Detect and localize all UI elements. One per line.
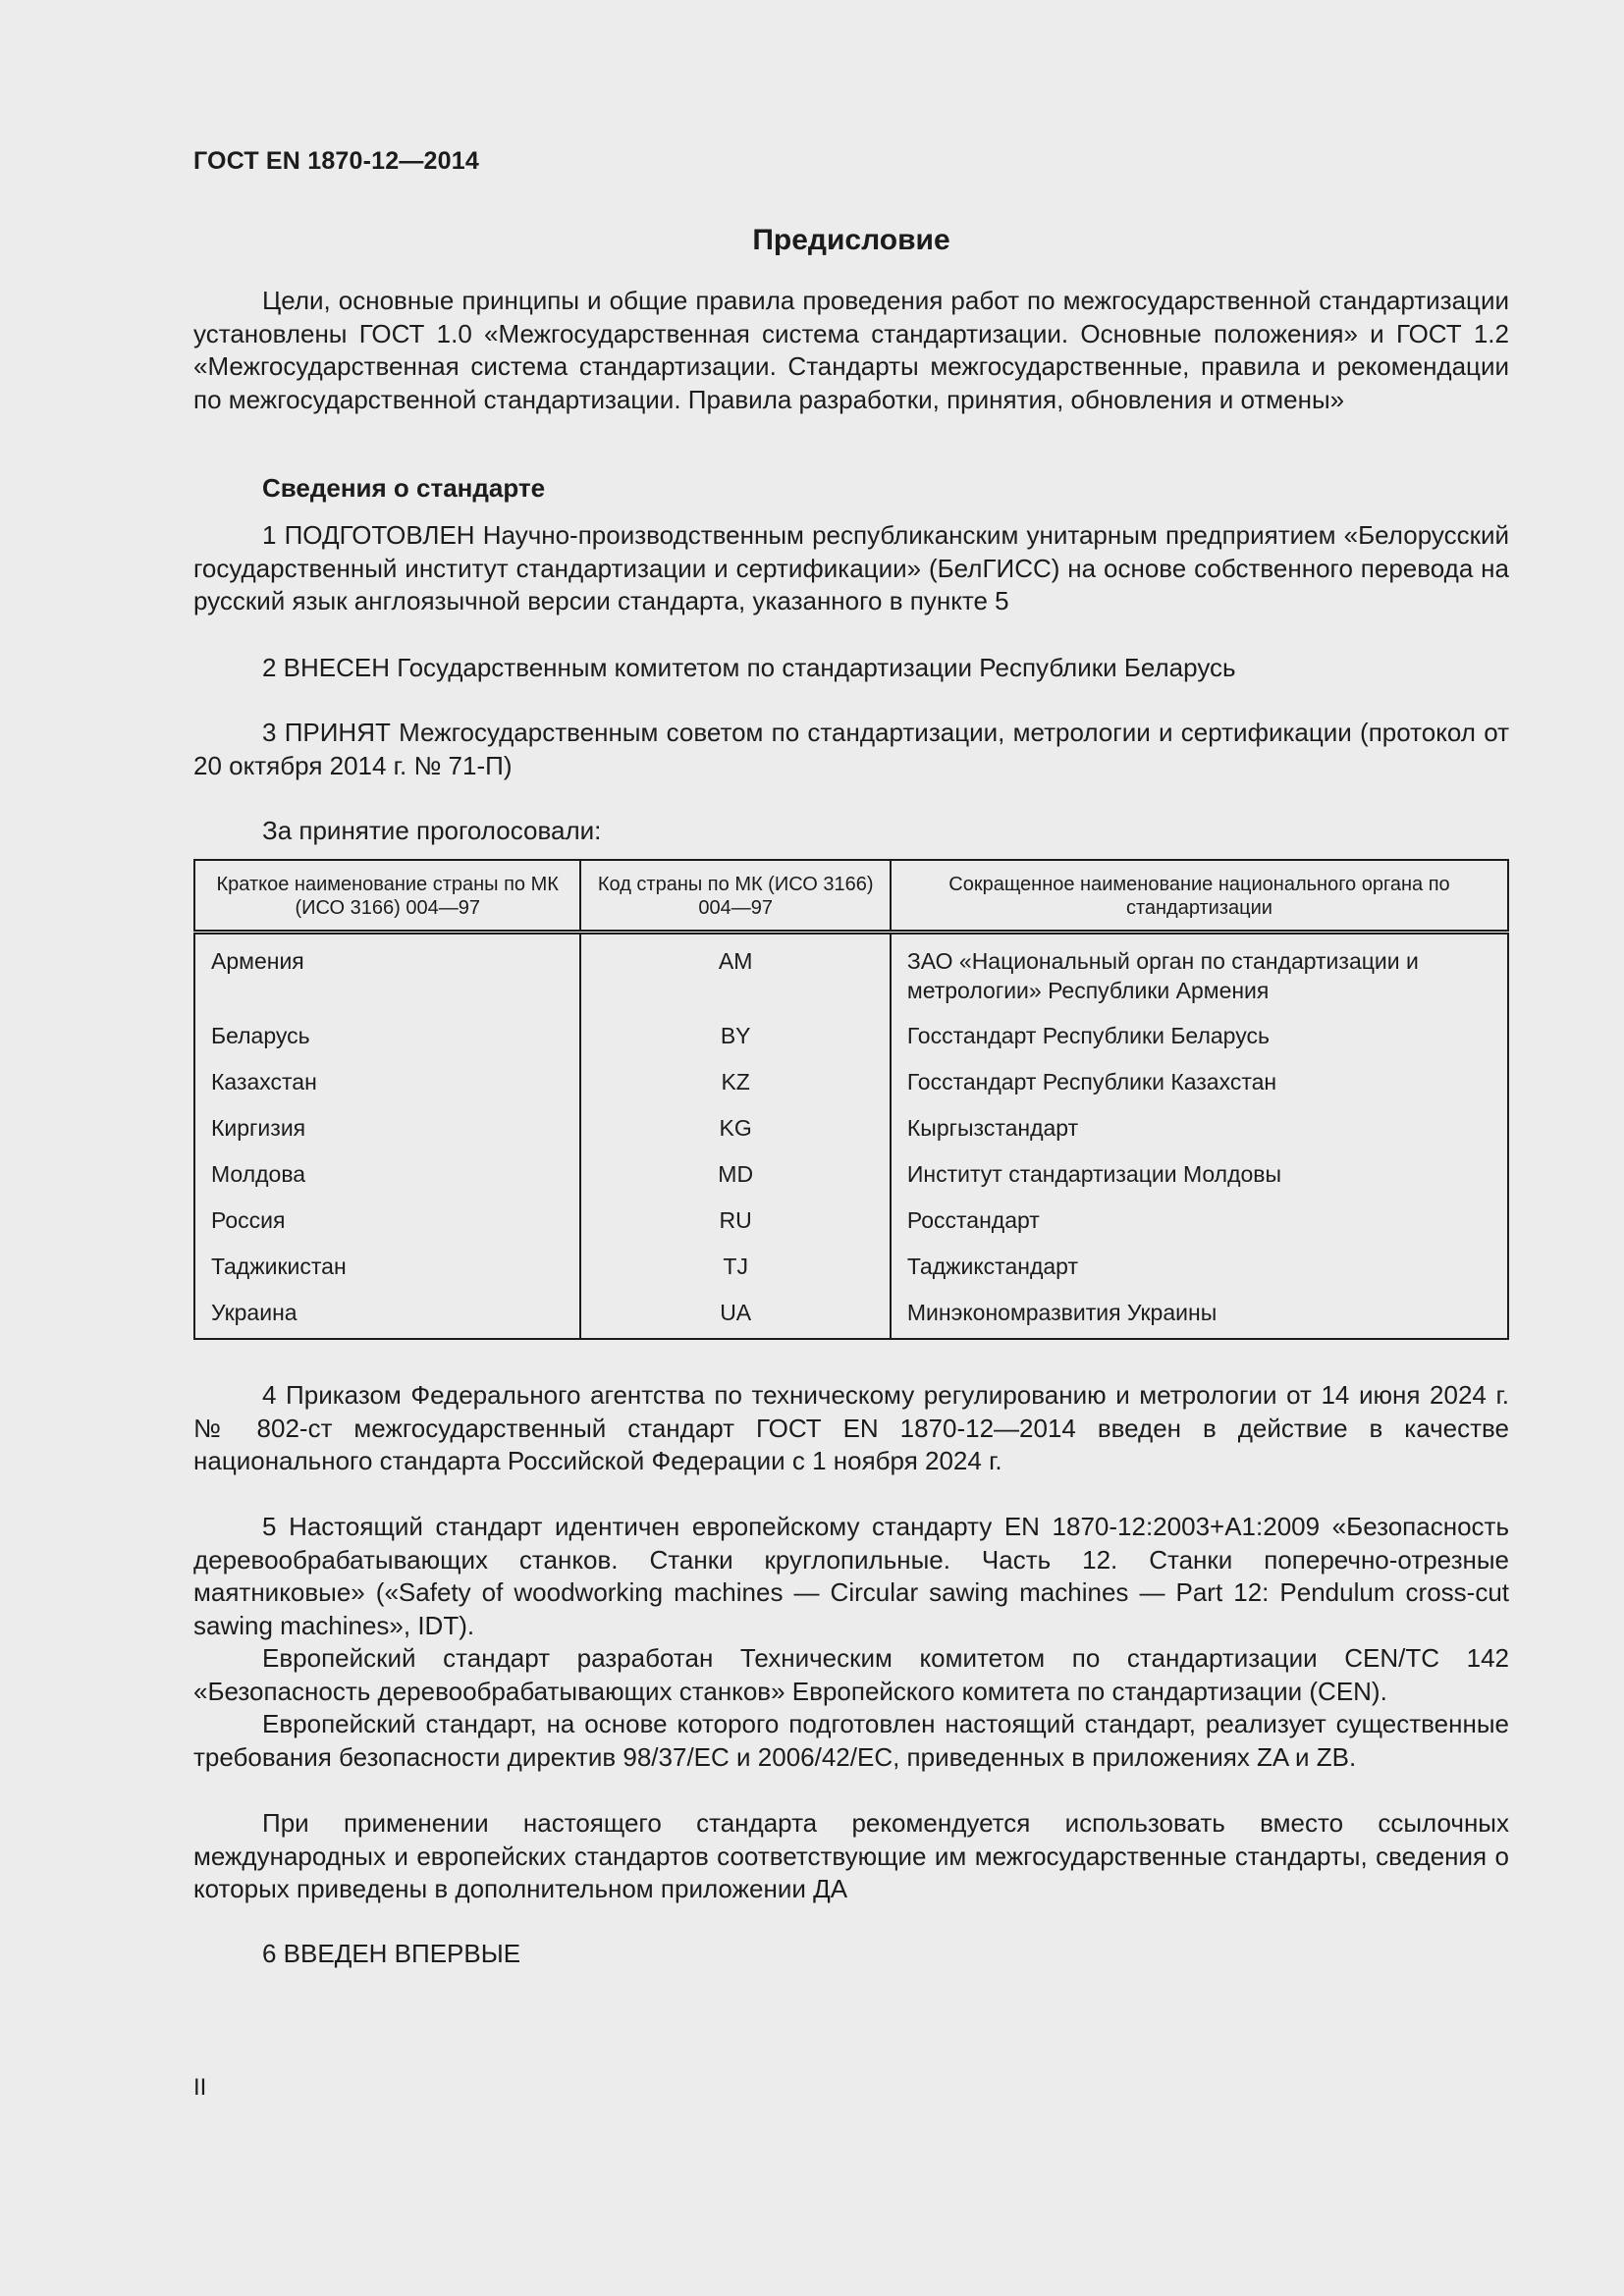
cell-code: KZ xyxy=(580,1061,890,1107)
cell-code: BY xyxy=(580,1015,890,1061)
cell-body: ЗАО «Национальный орган по стандартизации и метрологии» Республики Армения xyxy=(891,933,1508,1016)
cell-country: Молдова xyxy=(194,1153,580,1200)
cell-country: Таджикистан xyxy=(194,1246,580,1292)
intro-paragraph: Цели, основные принципы и общие правила проведения работ по межгосударственной стандартизации установлены ГОСТ 1.0 «Межгосударственная система стандартизации. Основные положения» и ГОСТ 1.2 «Межгосударственная система стандартизации. Стандарты межгосударственные, правила и рекомендации по межгосударственной стандартизации. Правила разработки, принятия, обновления и отмены» xyxy=(193,286,1509,414)
cell-country: Армения xyxy=(194,933,580,1016)
cell-body: Госстандарт Республики Казахстан xyxy=(891,1061,1508,1107)
page-title: Предисловие xyxy=(752,224,950,256)
item-4-paragraph: 4 Приказом Федерального агентства по техническому регулированию и метрологии от 14 июня 2024 г. № 802-ст межгосударственный стандарт ГОСТ EN 1870-12—2014 введен в действие в качестве национального стандарта Российской Федерации с 1 ноября 2024 г. xyxy=(193,1380,1509,1475)
cell-body: Таджикстандарт xyxy=(891,1246,1508,1292)
cell-body: Институт стандартизации Молдовы xyxy=(891,1153,1508,1200)
item-5-paragraph: 5 Настоящий стандарт идентичен европейскому стандарту EN 1870-12:2003+A1:2009 «Безопасность деревообрабатывающих станков. Станки круглопильные. Часть 12. Станки поперечно-отрезные маятниковые» («Safety of woodworking machines — Circular sawing machines — Part 12: Pendulum cross-cut sawing machines», IDT). xyxy=(193,1512,1509,1640)
cell-country: Россия xyxy=(194,1200,580,1246)
votes-table xyxy=(193,859,1509,1340)
cell-body: Минэкономразвития Украины xyxy=(891,1292,1508,1339)
votes-intro: За принятие проголосовали: xyxy=(262,816,602,845)
item-5-committee-paragraph: Европейский стандарт разработан Техническим комитетом по стандартизации CEN/TC 142 «Безопасность деревообрабатывающих станков» Европейского комитета по стандартизации (CEN). xyxy=(193,1643,1509,1706)
table-row xyxy=(194,1200,1508,1246)
document-code: ГОСТ EN 1870-12—2014 xyxy=(193,147,479,175)
table-header-row xyxy=(194,860,1508,933)
cell-code: AM xyxy=(580,933,890,1016)
cell-country: Киргизия xyxy=(194,1107,580,1153)
item-5-application-paragraph: При применении настоящего стандарта рекомендуется использовать вместо ссылочных международных и европейских стандартов соответствующие им межгосударственные стандарты, сведения о которых приведены в дополнительном приложении ДА xyxy=(193,1808,1509,1903)
cell-body: Росстандарт xyxy=(891,1200,1508,1246)
table-row xyxy=(194,1153,1508,1200)
item-2-paragraph: 2 ВНЕСЕН Государственным комитетом по стандартизации Республики Беларусь xyxy=(262,653,1236,682)
cell-code: TJ xyxy=(580,1246,890,1292)
cell-body: Госстандарт Республики Беларусь xyxy=(891,1015,1508,1061)
cell-code: KG xyxy=(580,1107,890,1153)
item-5-requirements-paragraph: Европейский стандарт, на основе которого подготовлен настоящий стандарт, реализует существенные требования безопасности директив 98/37/EC и 2006/42/EC, приведенных в приложениях ZA и ZB. xyxy=(193,1709,1509,1772)
cell-country: Беларусь xyxy=(194,1015,580,1061)
table-row xyxy=(194,1061,1508,1107)
table-row xyxy=(194,1107,1508,1153)
cell-country: Казахстан xyxy=(194,1061,580,1107)
cell-body: Кыргызстандарт xyxy=(891,1107,1508,1153)
cell-country: Украина xyxy=(194,1292,580,1339)
cell-code: RU xyxy=(580,1200,890,1246)
section-heading: Сведения о стандарте xyxy=(262,473,546,503)
item-3-paragraph: 3 ПРИНЯТ Межгосударственным советом по стандартизации, метрологии и сертификации (протокол от 20 октября 2014 г. № 71-П) xyxy=(193,718,1509,780)
table-row xyxy=(194,1292,1508,1339)
table-row xyxy=(194,1246,1508,1292)
cell-code: MD xyxy=(580,1153,890,1200)
cell-code: UA xyxy=(580,1292,890,1339)
item-1-paragraph: 1 ПОДГОТОВЛЕН Научно-производственным республиканским унитарным предприятием «Белорусский государственный институт стандартизации и сертификации» (БелГИСС) на основе собственного перевода на русский язык англоязычной версии стандарта, указанного в пункте 5 xyxy=(193,520,1509,615)
table-row xyxy=(194,933,1508,1016)
header-code: Код страны по МК (ИСО 3166) 004—97 xyxy=(580,860,890,933)
table-row xyxy=(194,1015,1508,1061)
page-number: II xyxy=(193,2074,207,2101)
header-country: Краткое наименование страны по МК (ИСО 3166) 004—97 xyxy=(194,860,580,933)
item-6-paragraph: 6 ВВЕДЕН ВПЕРВЫЕ xyxy=(262,1939,521,1968)
header-body: Сокращенное наименование национального органа по стандартизации xyxy=(891,860,1508,933)
